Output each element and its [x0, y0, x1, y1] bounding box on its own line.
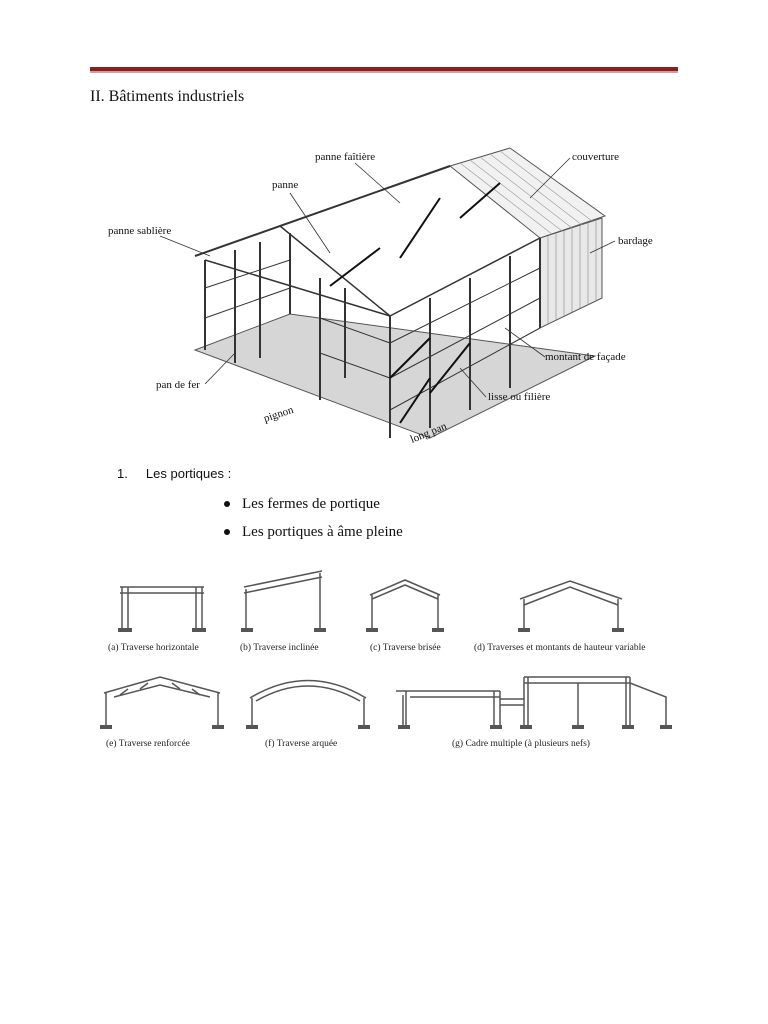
section-title: II. Bâtiments industriels	[90, 88, 245, 105]
frame-d	[520, 581, 622, 628]
caption-a: (a) Traverse horizontale	[108, 643, 199, 653]
label-panne: panne	[272, 179, 299, 191]
label-panne-sabliere: panne sablière	[108, 225, 172, 237]
building-figure	[100, 138, 680, 450]
bullet-list	[222, 490, 403, 546]
frame-b	[244, 571, 322, 628]
frame-e	[104, 677, 220, 725]
label-bardage: bardage	[618, 235, 653, 247]
label-pan-de-fer: pan de fer	[156, 379, 200, 391]
caption-b: (b) Traverse inclinée	[240, 643, 319, 653]
portiques-drawing	[100, 565, 680, 765]
frame-g	[396, 677, 666, 725]
bullet-item: Les fermes de portique	[222, 490, 403, 518]
building-drawing	[100, 138, 680, 450]
caption-d: (d) Traverses et montants de hauteur variable	[474, 643, 646, 653]
frame-c	[370, 580, 440, 628]
label-pignon: pignon	[262, 403, 295, 425]
list-item-portiques	[117, 466, 231, 481]
caption-e: (e) Traverse renforcée	[106, 739, 190, 749]
bullet-dot-icon	[224, 529, 230, 535]
bullet-item: Les portiques à âme pleine	[222, 518, 403, 546]
caption-g: (g) Cadre multiple (à plusieurs nefs)	[452, 739, 590, 749]
list-item-number: 1.	[117, 466, 128, 481]
label-panne-faitiere: panne faîtière	[315, 151, 376, 163]
header-rule-shadow	[90, 71, 678, 73]
label-couverture: couverture	[572, 151, 620, 163]
frame-a	[120, 587, 204, 628]
bullet-dot-icon	[224, 501, 230, 507]
label-montant-de-facade: montant de façade	[545, 351, 626, 363]
label-lisse-ou-filiere: lisse ou filière	[488, 391, 551, 403]
frame-f	[250, 681, 366, 726]
list-item-label: Les portiques :	[145, 466, 232, 481]
label-long-pan: long pan	[408, 420, 449, 446]
caption-f: (f) Traverse arquée	[265, 739, 338, 749]
ground-slab	[195, 314, 595, 438]
caption-c: (c) Traverse brisée	[370, 643, 441, 653]
portiques-figure	[100, 565, 680, 765]
